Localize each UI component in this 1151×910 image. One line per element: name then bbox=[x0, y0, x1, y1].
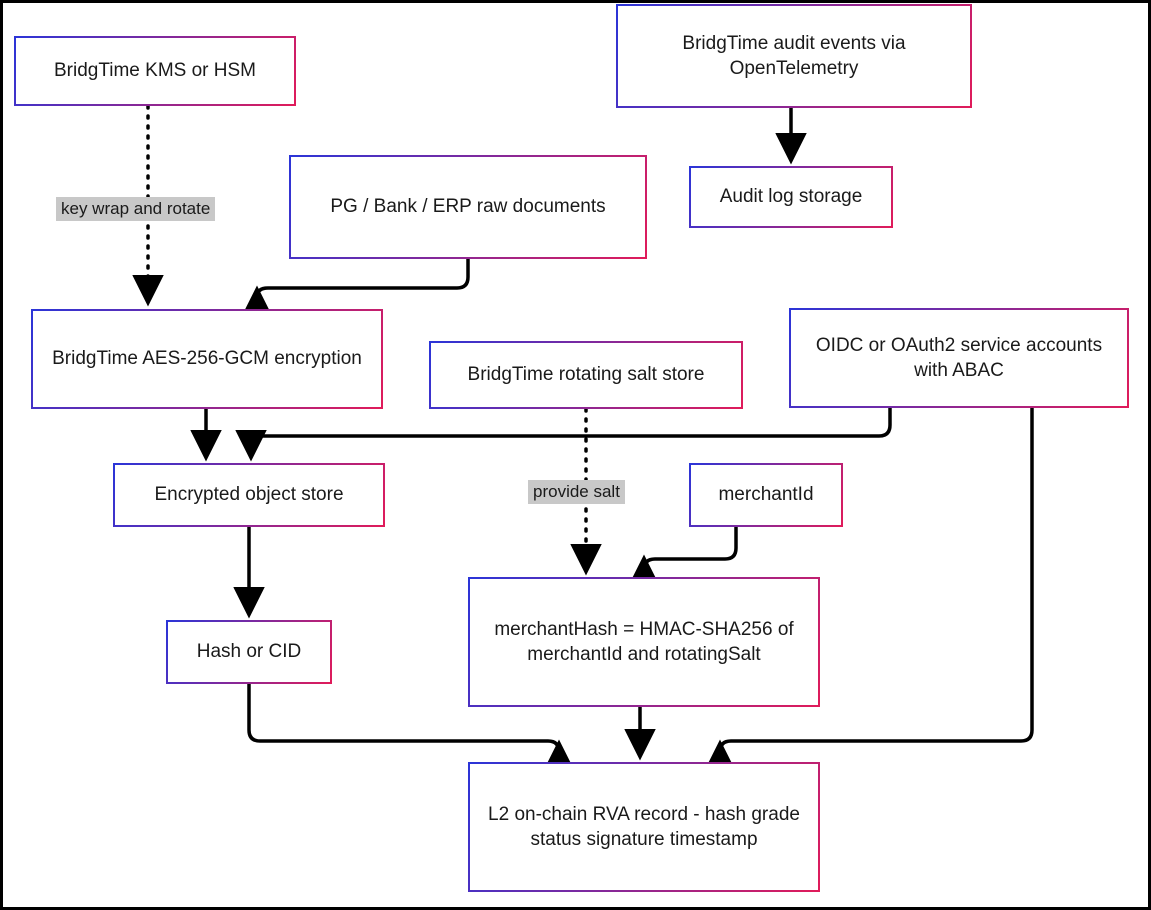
edge-label-provide-salt: provide salt bbox=[528, 480, 625, 504]
node-kms[interactable] bbox=[14, 36, 296, 106]
node-l2-onchain-record[interactable] bbox=[468, 762, 820, 892]
node-audit-log-storage[interactable] bbox=[689, 166, 893, 228]
edge-oidc-to-encstore bbox=[251, 408, 890, 451]
node-raw-documents-label: PG / Bank / ERP raw documents bbox=[330, 196, 606, 218]
node-merchant-hash-label: merchantHash = HMAC-SHA256 of merchantId and rotatingSalt bbox=[494, 618, 794, 665]
node-rotating-salt-store[interactable] bbox=[429, 341, 743, 409]
node-hash-or-cid[interactable] bbox=[166, 620, 332, 684]
node-merchant-hash[interactable] bbox=[468, 577, 820, 707]
node-l2-onchain-record-label: L2 on-chain RVA record - hash grade status signature timestamp bbox=[488, 803, 800, 850]
node-audit-events[interactable] bbox=[616, 4, 972, 108]
node-audit-log-storage-label: Audit log storage bbox=[719, 186, 863, 208]
node-aes-encryption[interactable] bbox=[31, 309, 383, 409]
node-merchant-id-label: merchantId bbox=[718, 484, 814, 506]
node-aes-encryption-label: BridgTime AES-256-GCM encryption bbox=[52, 348, 362, 370]
node-encrypted-object-store-label: Encrypted object store bbox=[154, 484, 344, 506]
edge-rawdocs-to-aes bbox=[257, 259, 468, 297]
node-hash-or-cid-label: Hash or CID bbox=[196, 641, 302, 663]
node-kms-label: BridgTime KMS or HSM bbox=[54, 60, 256, 82]
node-raw-documents[interactable] bbox=[289, 155, 647, 259]
edge-label-key-wrap-and-rotate: key wrap and rotate bbox=[56, 197, 215, 221]
node-rotating-salt-store-label: BridgTime rotating salt store bbox=[467, 364, 705, 386]
node-audit-events-label: BridgTime audit events via OpenTelemetry bbox=[682, 32, 906, 79]
edge-merchantid-to-merchanthash bbox=[644, 527, 736, 570]
node-encrypted-object-store[interactable] bbox=[113, 463, 385, 527]
node-merchant-id[interactable] bbox=[689, 463, 843, 527]
node-oidc-service-accounts[interactable] bbox=[789, 308, 1129, 408]
node-oidc-service-accounts-label: OIDC or OAuth2 service accounts with ABAC bbox=[815, 334, 1103, 381]
